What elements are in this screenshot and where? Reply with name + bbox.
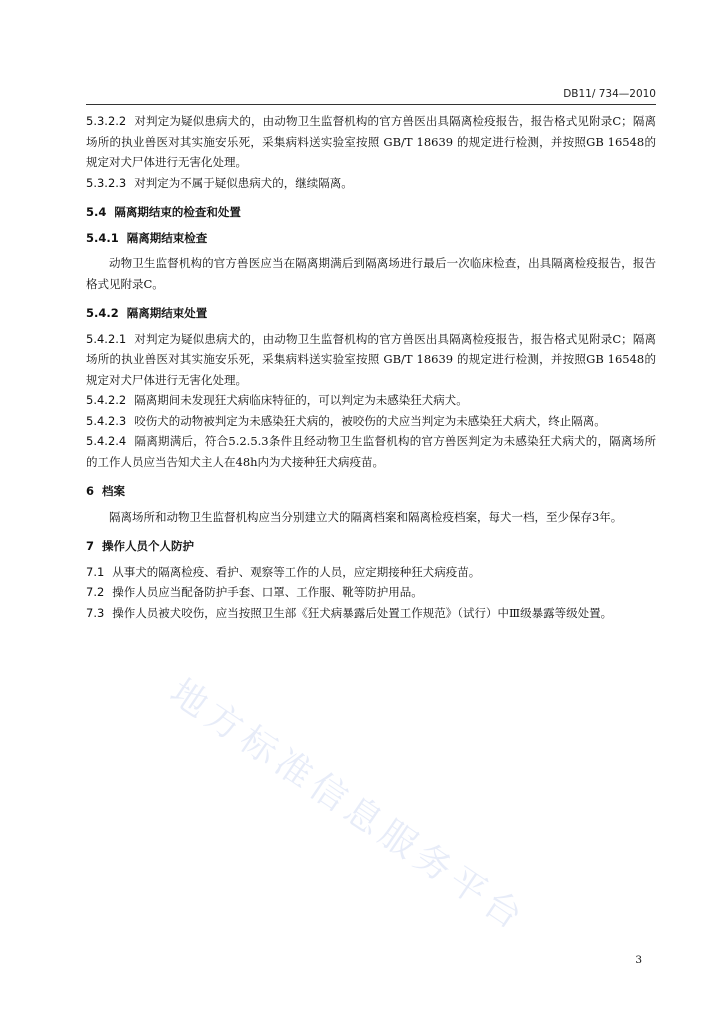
section-heading-5-4-2 (86, 303, 656, 324)
clause-5-4-2-1 (86, 329, 656, 391)
section-title: 档案 (102, 484, 126, 498)
clause-text: 对判定为疑似患病犬的，由动物卫生监督机构的官方兽医出具隔离检疫报告，报告格式见附录C；隔离场所的执业兽医对其实施安乐死，采集病料送实验室按照 GB/T 18639 的规定进行检测，并按照GB 16548的规定对犬尸体进行无害化处理。 (86, 331, 656, 387)
clause-7-2 (86, 582, 656, 603)
clause-number: 5.4.2.1 (86, 331, 127, 346)
clause-7-1 (86, 562, 656, 583)
clause-number: 5.3.2.3 (86, 175, 127, 190)
clause-text: 从事犬的隔离检疫、看护、观察等工作的人员，应定期接种狂犬病疫苗。 (112, 564, 481, 579)
document-body (86, 111, 656, 623)
section-number: 7 (86, 539, 95, 553)
clause-5-4-2-2 (86, 390, 656, 411)
clause-number: 7.3 (86, 605, 105, 620)
section-title: 隔离期结束的检查和处置 (114, 205, 241, 219)
section-number: 5.4.2 (86, 306, 119, 320)
section-title: 操作人员个人防护 (102, 539, 195, 553)
clause-7-3 (86, 603, 656, 624)
watermark: 地方标准信息服务平台 (162, 671, 534, 941)
clause-number: 7.1 (86, 564, 105, 579)
clause-5-4-2-3 (86, 411, 656, 432)
clause-text: 对判定为不属于疑似患病犬的，继续隔离。 (134, 175, 353, 190)
clause-text: 咬伤犬的动物被判定为未感染狂犬病的，被咬伤的犬应当判定为未感染狂犬病犬，终止隔离。 (134, 413, 606, 428)
section-heading-5-4 (86, 202, 656, 223)
section-heading-7 (86, 536, 656, 557)
section-number: 5.4 (86, 205, 107, 219)
page-number: 3 (635, 954, 642, 966)
clause-5-3-2-2 (86, 111, 656, 173)
section-number: 5.4.1 (86, 230, 119, 245)
clause-number: 5.3.2.2 (86, 114, 127, 128)
clause-5-3-2-3 (86, 173, 656, 194)
section-title: 隔离期结束处置 (126, 306, 208, 320)
paragraph-archives: 隔离场所和动物卫生监督机构应当分别建立犬的隔离档案和隔离检疫档案，每犬一档，至少保存3年。 (109, 509, 623, 524)
clause-text: 对判定为疑似患病犬的，由动物卫生监督机构的官方兽医出具隔离检疫报告，报告格式见附录C；隔离场所的执业兽医对其实施安乐死，采集病料送实验室按照 GB/T 18639 的规定进行检测，并按照GB 16548的规定对犬尸体进行无害化处理。 (86, 114, 656, 169)
clause-text: 操作人员应当配备防护手套、口罩、工作服、靴等防护用品。 (112, 585, 423, 599)
header-divider (86, 104, 656, 105)
section-heading-5-4-1 (86, 228, 656, 249)
document-code: DB11/ 734—2010 (563, 88, 656, 100)
clause-5-4-2-4 (86, 431, 656, 472)
clause-number: 5.4.2.4 (86, 434, 127, 448)
section-number: 6 (86, 484, 95, 498)
clause-number: 5.4.2.3 (86, 413, 127, 428)
clause-text: 隔离期满后，符合5.2.5.3条件且经动物卫生监督机构的官方兽医判定为未感染狂犬病犬的，隔离场所的工作人员应当告知犬主人在48h内为犬接种狂犬病疫苗。 (86, 434, 656, 469)
paragraph-5-4-1: 动物卫生监督机构的官方兽医应当在隔离期满后到隔离场进行最后一次临床检查，出具隔离检疫报告，报告格式见附录C。 (86, 256, 656, 291)
clause-text: 隔离期间未发现狂犬病临床特征的，可以判定为未感染狂犬病犬。 (134, 393, 468, 407)
section-title: 隔离期结束检查 (126, 230, 208, 245)
section-heading-6 (86, 481, 656, 502)
clause-number: 7.2 (86, 585, 105, 599)
clause-text: 操作人员被犬咬伤，应当按照卫生部《狂犬病暴露后处置工作规范》（试行）中Ⅲ级暴露等级处置。 (112, 605, 613, 620)
clause-number: 5.4.2.2 (86, 393, 127, 407)
